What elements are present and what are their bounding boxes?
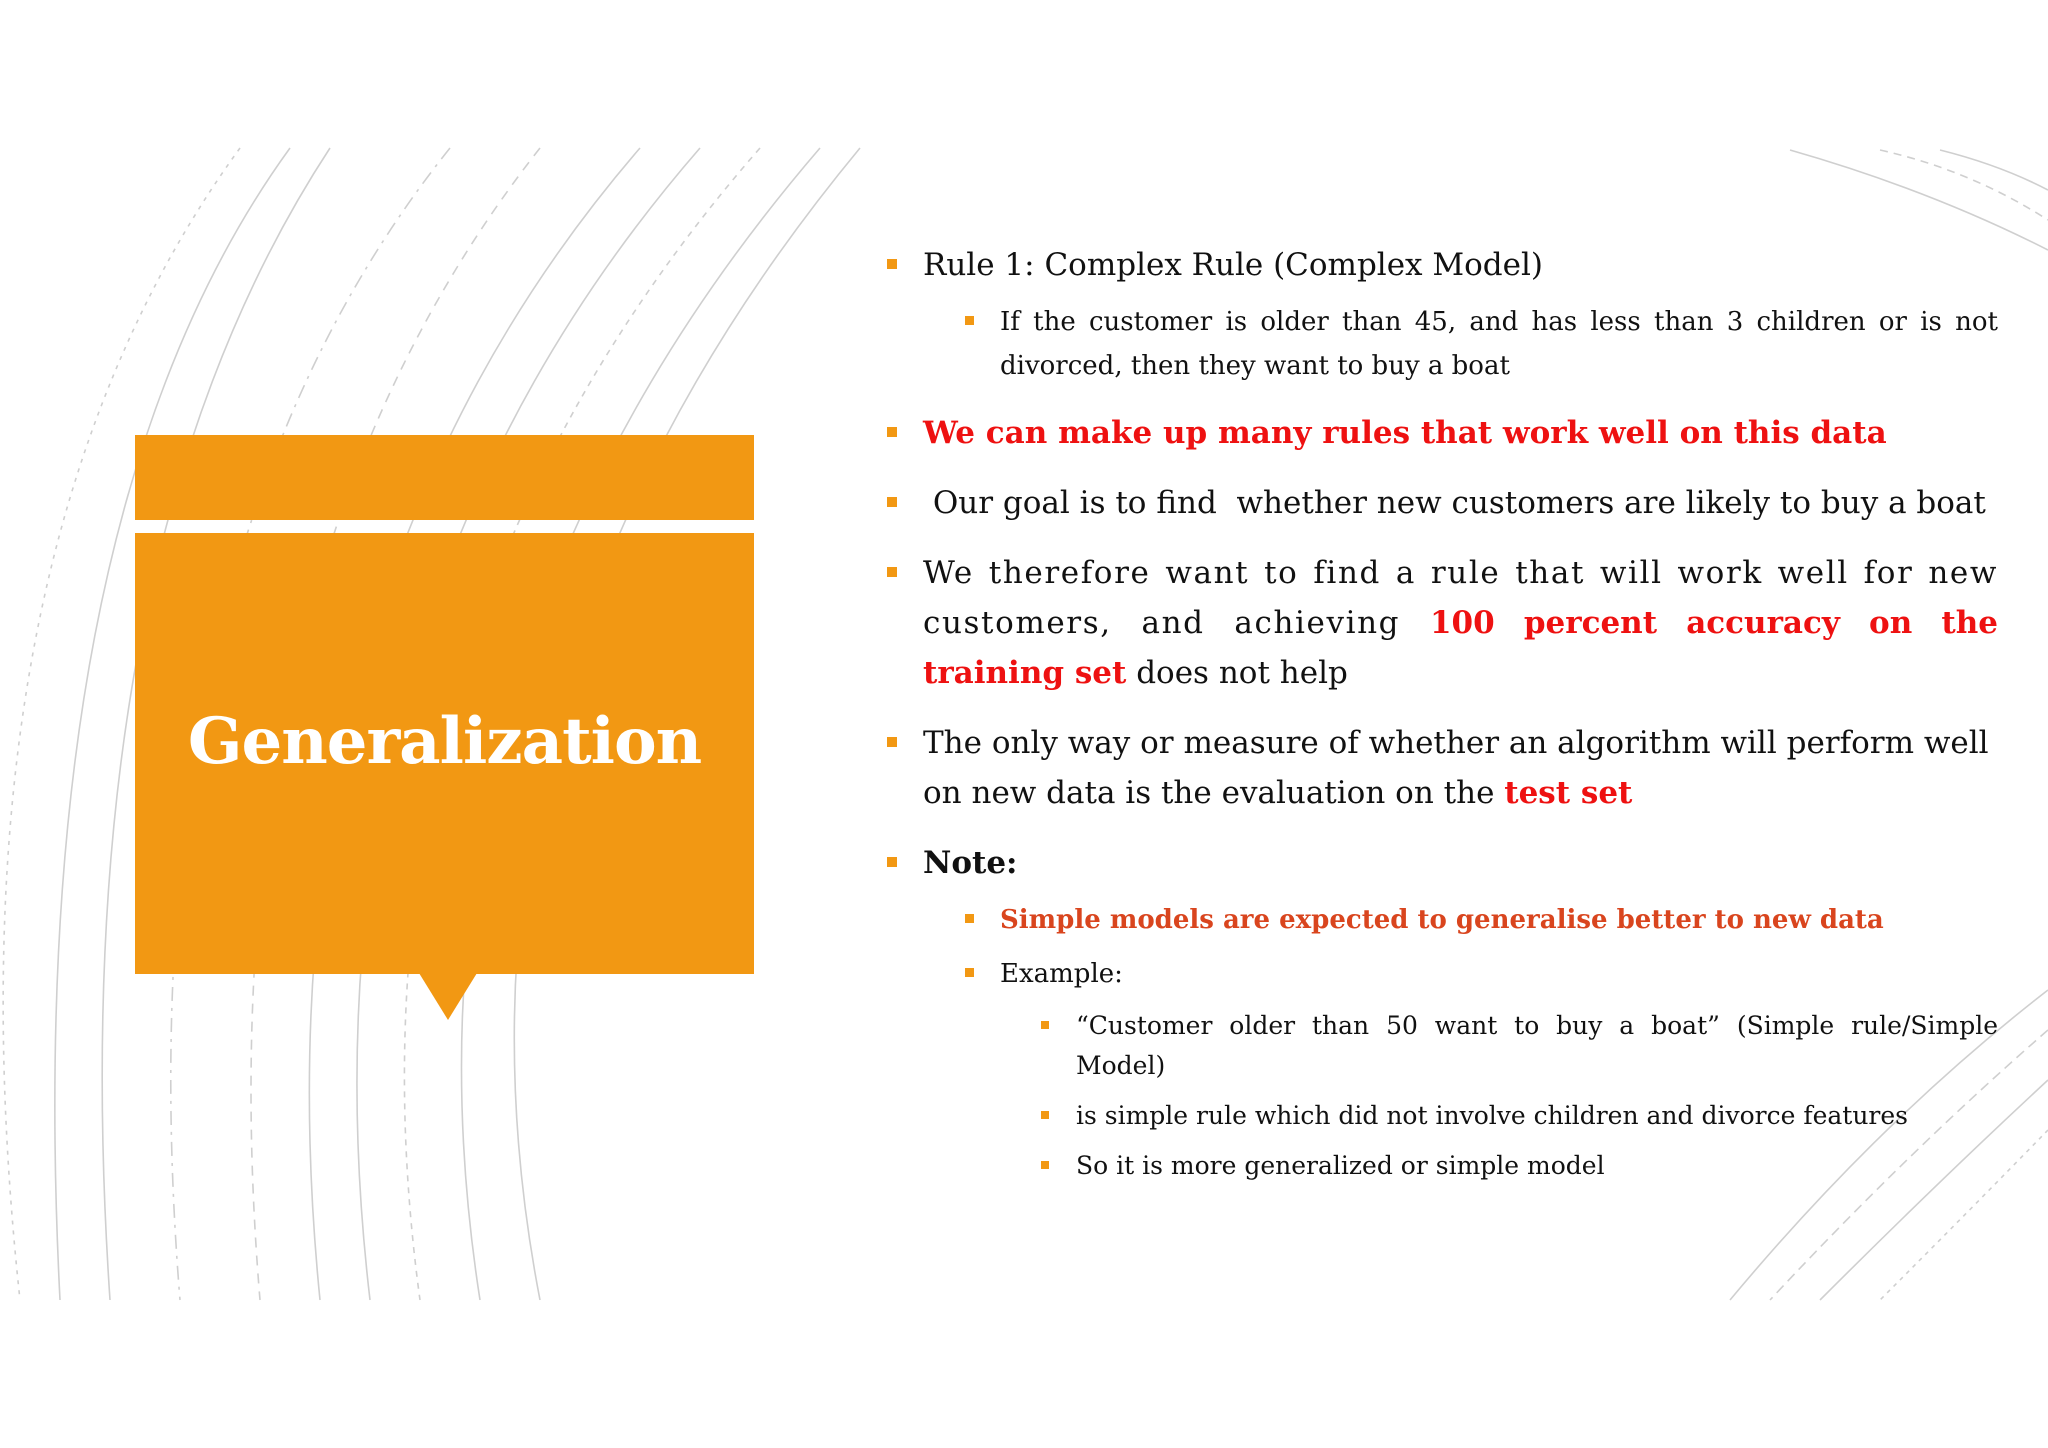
bullet-note: Note:	[880, 838, 1998, 888]
bullet-example: Example:	[880, 952, 1998, 996]
bullet-only-way	[880, 718, 1998, 818]
only-way-text: The only way or measure of whether an algorithm will perform well on new data is the evaluation on the	[923, 725, 1989, 811]
title-accent-bar	[135, 435, 754, 520]
therefore-text-c: does not help	[1126, 655, 1348, 691]
therefore-highlight: 100 percent accuracy on the training set	[923, 605, 1999, 691]
bullet-rule1: Rule 1: Complex Rule (Complex Model)	[880, 240, 1998, 290]
bullet-example-1: “Customer older than 50 want to buy a boat” (Simple rule/Simple Model)	[880, 1006, 1998, 1086]
bullet-list	[880, 240, 1998, 1186]
title-box-pointer	[419, 973, 477, 1020]
test-set-highlight: test set	[1504, 775, 1633, 811]
bullet-example-3: So it is more generalized or simple model	[880, 1146, 1998, 1186]
therefore-text-a: We therefore want to find a rule that will work well for new customers, and achieving	[923, 555, 1998, 641]
bullet-therefore	[880, 548, 1998, 698]
slide-title: Generalization	[187, 704, 702, 779]
bullet-goal: Our goal is to find whether new customers are likely to buy a boat	[880, 478, 1998, 528]
bullet-simple-models: Simple models are expected to generalise better to new data	[880, 898, 1998, 942]
bullet-example-2: is simple rule which did not involve children and divorce features	[880, 1096, 1998, 1136]
bullet-many-rules: We can make up many rules that work well on this data	[880, 408, 1998, 458]
bullet-rule1-detail: If the customer is older than 45, and has less than 3 children or is not divorced, then they want to buy a boat	[880, 300, 1998, 388]
